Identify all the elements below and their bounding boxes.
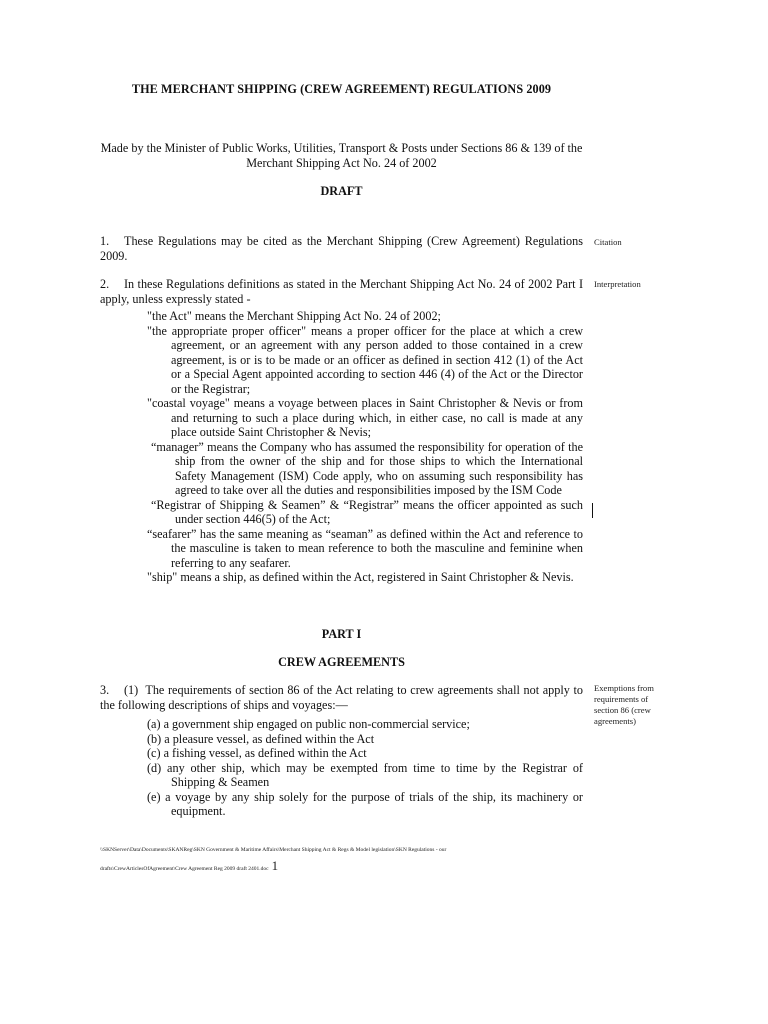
section-1-number: 1. xyxy=(100,234,110,248)
exemption-item-b: (b) a pleasure vessel, as defined within the Act xyxy=(147,731,375,746)
section-2-text: In these Regulations definitions as stated in the Merchant Shipping Act No. 24 of 2002 Part I apply, unless expressly stated - xyxy=(100,277,583,306)
definition-ship: "ship" means a ship, as defined within the Act, registered in Saint Christopher & Nevis. xyxy=(147,570,574,584)
exemption-item-c: (c) a fishing vessel, as defined within the Act xyxy=(147,746,367,760)
definitions-list xyxy=(147,309,583,585)
definition-seafarer: “seafarer” has the same meaning as “seaman” as defined within the Act and reference to the masculine is taken to mean reference to both the masculine and feminine when referring to any seafarer. xyxy=(147,526,583,570)
definition-appropriate-proper-officer: "the appropriate proper officer" means a proper officer for the place at which a crew agreement, or an agreement with any person added to those contained in a crew agreement, is or is to be made or an officer as defined in section 412 (1) of the Act or a Special Agent appointed according to section 446 (4) of the Act or the Director or the Registrar; xyxy=(147,323,583,396)
section-3-paragraph xyxy=(100,683,583,712)
exemption-item-e: (e) a voyage by any ship solely for the purpose of trials of the ship, its machinery or equipment. xyxy=(147,789,583,818)
margin-note-interpretation: Interpretation xyxy=(594,279,641,289)
footer-file-path-text: drafts\CrewArticlesOfAgreement\Crew Agreement Reg 2009 draft 2401.doc xyxy=(100,866,269,872)
section-2-number: 2. xyxy=(100,277,110,291)
page-number: 1 xyxy=(271,858,279,873)
definition-registrar: “Registrar of Shipping & Seamen” & “Registrar” means the officer appointed as such under section 446(5) of the Act; xyxy=(151,497,583,526)
margin-note-citation: Citation xyxy=(594,237,622,247)
section-3-number: 3. xyxy=(100,683,110,697)
draft-label: DRAFT xyxy=(320,184,363,198)
part-heading: CREW AGREEMENTS xyxy=(278,655,405,669)
section-1-text: These Regulations may be cited as the Merchant Shipping (Crew Agreement) Regulations 2009. xyxy=(100,234,583,263)
definition-coastal-voyage: "coastal voyage" means a voyage between places in Saint Christopher & Nevis or from and returning to such a place during which, in either case, no call is made at any place outside Saint Christopher & Nevis; xyxy=(147,396,583,439)
part-label: PART I xyxy=(321,627,362,641)
section-3-text: The requirements of section 86 of the Act relating to crew agreements shall not apply to the following descriptions of ships and voyages:— xyxy=(100,683,584,712)
revision-mark xyxy=(592,503,593,518)
margin-note-exemptions: Exemptions from requirements of section 86 (crew agreements) xyxy=(594,683,654,726)
definition-the-act: "the Act" means the Merchant Shipping Act No. 24 of 2002; xyxy=(147,309,441,323)
footer-file-path-line-2 xyxy=(100,858,600,873)
exemptions-list xyxy=(147,717,583,819)
enacting-statement: Made by the Minister of Public Works, Utilities, Transport & Posts under Sections 86 & 139 of the Merchant Shipping Act No. 24 of 2002 xyxy=(100,141,583,170)
section-2-paragraph xyxy=(100,277,583,306)
definition-manager: “manager” means the Company who has assumed the responsibility for operation of the ship from the owner of the ship and for those ships to which the International Safety Management (ISM) Code apply, who on assuming such responsibility has agreed to take over all the duties and responsibilities imposed by the ISM Code xyxy=(151,439,583,497)
footer-file-path-line-1: \\SKNServer\Data\Documents\SKANReg\SKN Government & Maritime Affairs\Merchant Shipping Act & Regs & Model legislation\SKN Regulations - our xyxy=(100,847,447,853)
section-3-subnumber: (1) xyxy=(124,683,139,697)
section-1-paragraph xyxy=(100,234,583,263)
exemption-item-a: (a) a government ship engaged on public non-commercial service; xyxy=(147,717,470,731)
document-title: THE MERCHANT SHIPPING (CREW AGREEMENT) REGULATIONS 2009 xyxy=(131,82,552,96)
exemption-item-d: (d) any other ship, which may be exempted from time to time by the Registrar of Shipping & Seamen xyxy=(147,760,583,789)
